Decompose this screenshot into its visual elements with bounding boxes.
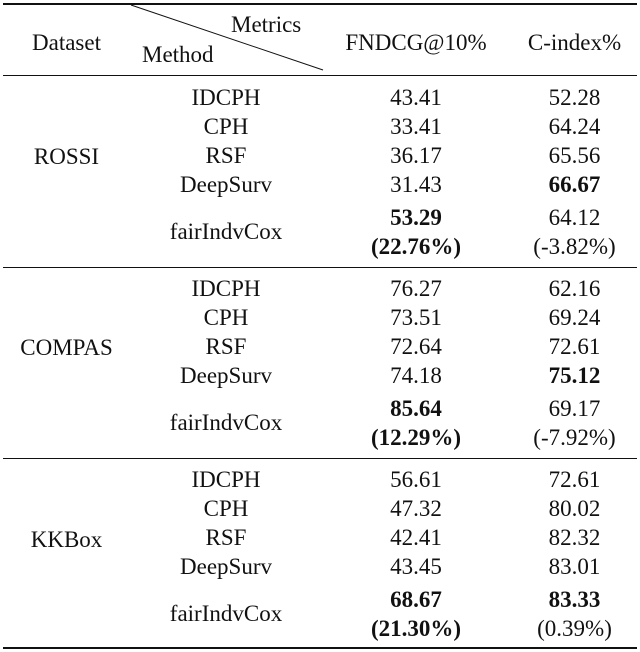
fndcg-value: 68.67 bbox=[390, 587, 442, 612]
method-label: fairIndvCox bbox=[169, 601, 283, 626]
method-label: fairIndvCox bbox=[169, 410, 283, 435]
cindex-value: 72.61 bbox=[548, 467, 601, 492]
fndcg-change: (22.76%) bbox=[370, 234, 462, 259]
cindex-value: 83.01 bbox=[548, 554, 601, 579]
cindex-change: (-3.82%) bbox=[533, 234, 616, 259]
group-rule-1 bbox=[3, 267, 637, 268]
method-label: IDCPH bbox=[191, 467, 261, 492]
method-label: DeepSurv bbox=[180, 363, 272, 388]
fndcg-value: 74.18 bbox=[390, 363, 442, 388]
cindex-value: 52.28 bbox=[548, 85, 601, 110]
fndcg-value: 76.27 bbox=[390, 276, 442, 301]
fndcg-change: (12.29%) bbox=[370, 425, 462, 450]
fndcg-value: 56.61 bbox=[390, 467, 442, 492]
cindex-value: 66.67 bbox=[548, 172, 601, 197]
cindex-value: 69.17 bbox=[548, 396, 601, 421]
method-label: DeepSurv bbox=[180, 172, 272, 197]
cindex-value: 64.12 bbox=[548, 205, 601, 230]
method-label: RSF bbox=[205, 334, 247, 359]
fndcg-value: 43.41 bbox=[390, 85, 442, 110]
dataset-label: ROSSI bbox=[33, 144, 100, 169]
cindex-value: 72.61 bbox=[548, 334, 601, 359]
header-metrics: Metrics bbox=[231, 12, 302, 37]
method-label: fairIndvCox bbox=[169, 219, 283, 244]
fndcg-value: 85.64 bbox=[390, 396, 442, 421]
cindex-value: 80.02 bbox=[548, 496, 601, 521]
cindex-value: 64.24 bbox=[548, 114, 601, 139]
header-cindex: C-index% bbox=[527, 30, 622, 55]
group-rule-2 bbox=[3, 458, 637, 459]
fndcg-value: 31.43 bbox=[390, 172, 442, 197]
header-fndcg: FNDCG@10% bbox=[345, 30, 487, 55]
cindex-value: 69.24 bbox=[548, 305, 601, 330]
method-label: CPH bbox=[203, 305, 249, 330]
fndcg-change: (21.30%) bbox=[370, 616, 462, 641]
bottom-rule bbox=[3, 647, 637, 649]
method-label: CPH bbox=[203, 496, 249, 521]
fndcg-value: 47.32 bbox=[390, 496, 442, 521]
cindex-value: 82.32 bbox=[548, 525, 601, 550]
method-label: IDCPH bbox=[191, 85, 261, 110]
method-label: RSF bbox=[205, 143, 247, 168]
fndcg-value: 53.29 bbox=[390, 205, 442, 230]
cindex-value: 62.16 bbox=[548, 276, 601, 301]
fndcg-value: 42.41 bbox=[390, 525, 442, 550]
fndcg-value: 73.51 bbox=[390, 305, 442, 330]
cindex-change: (0.39%) bbox=[537, 616, 612, 641]
fndcg-value: 43.45 bbox=[390, 554, 442, 579]
fndcg-value: 72.64 bbox=[390, 334, 442, 359]
method-label: CPH bbox=[203, 114, 249, 139]
cindex-value: 65.56 bbox=[548, 143, 601, 168]
dataset-label: COMPAS bbox=[20, 335, 113, 360]
method-label: RSF bbox=[205, 525, 247, 550]
header-method: Method bbox=[142, 42, 214, 67]
dataset-label: KKBox bbox=[30, 527, 103, 552]
fndcg-value: 33.41 bbox=[390, 114, 442, 139]
cindex-value: 83.33 bbox=[548, 587, 601, 612]
method-label: DeepSurv bbox=[180, 554, 272, 579]
cindex-change: (-7.92%) bbox=[533, 425, 616, 450]
header-dataset: Dataset bbox=[32, 30, 101, 55]
fndcg-value: 36.17 bbox=[390, 143, 442, 168]
method-label: IDCPH bbox=[191, 276, 261, 301]
cindex-value: 75.12 bbox=[548, 363, 601, 388]
